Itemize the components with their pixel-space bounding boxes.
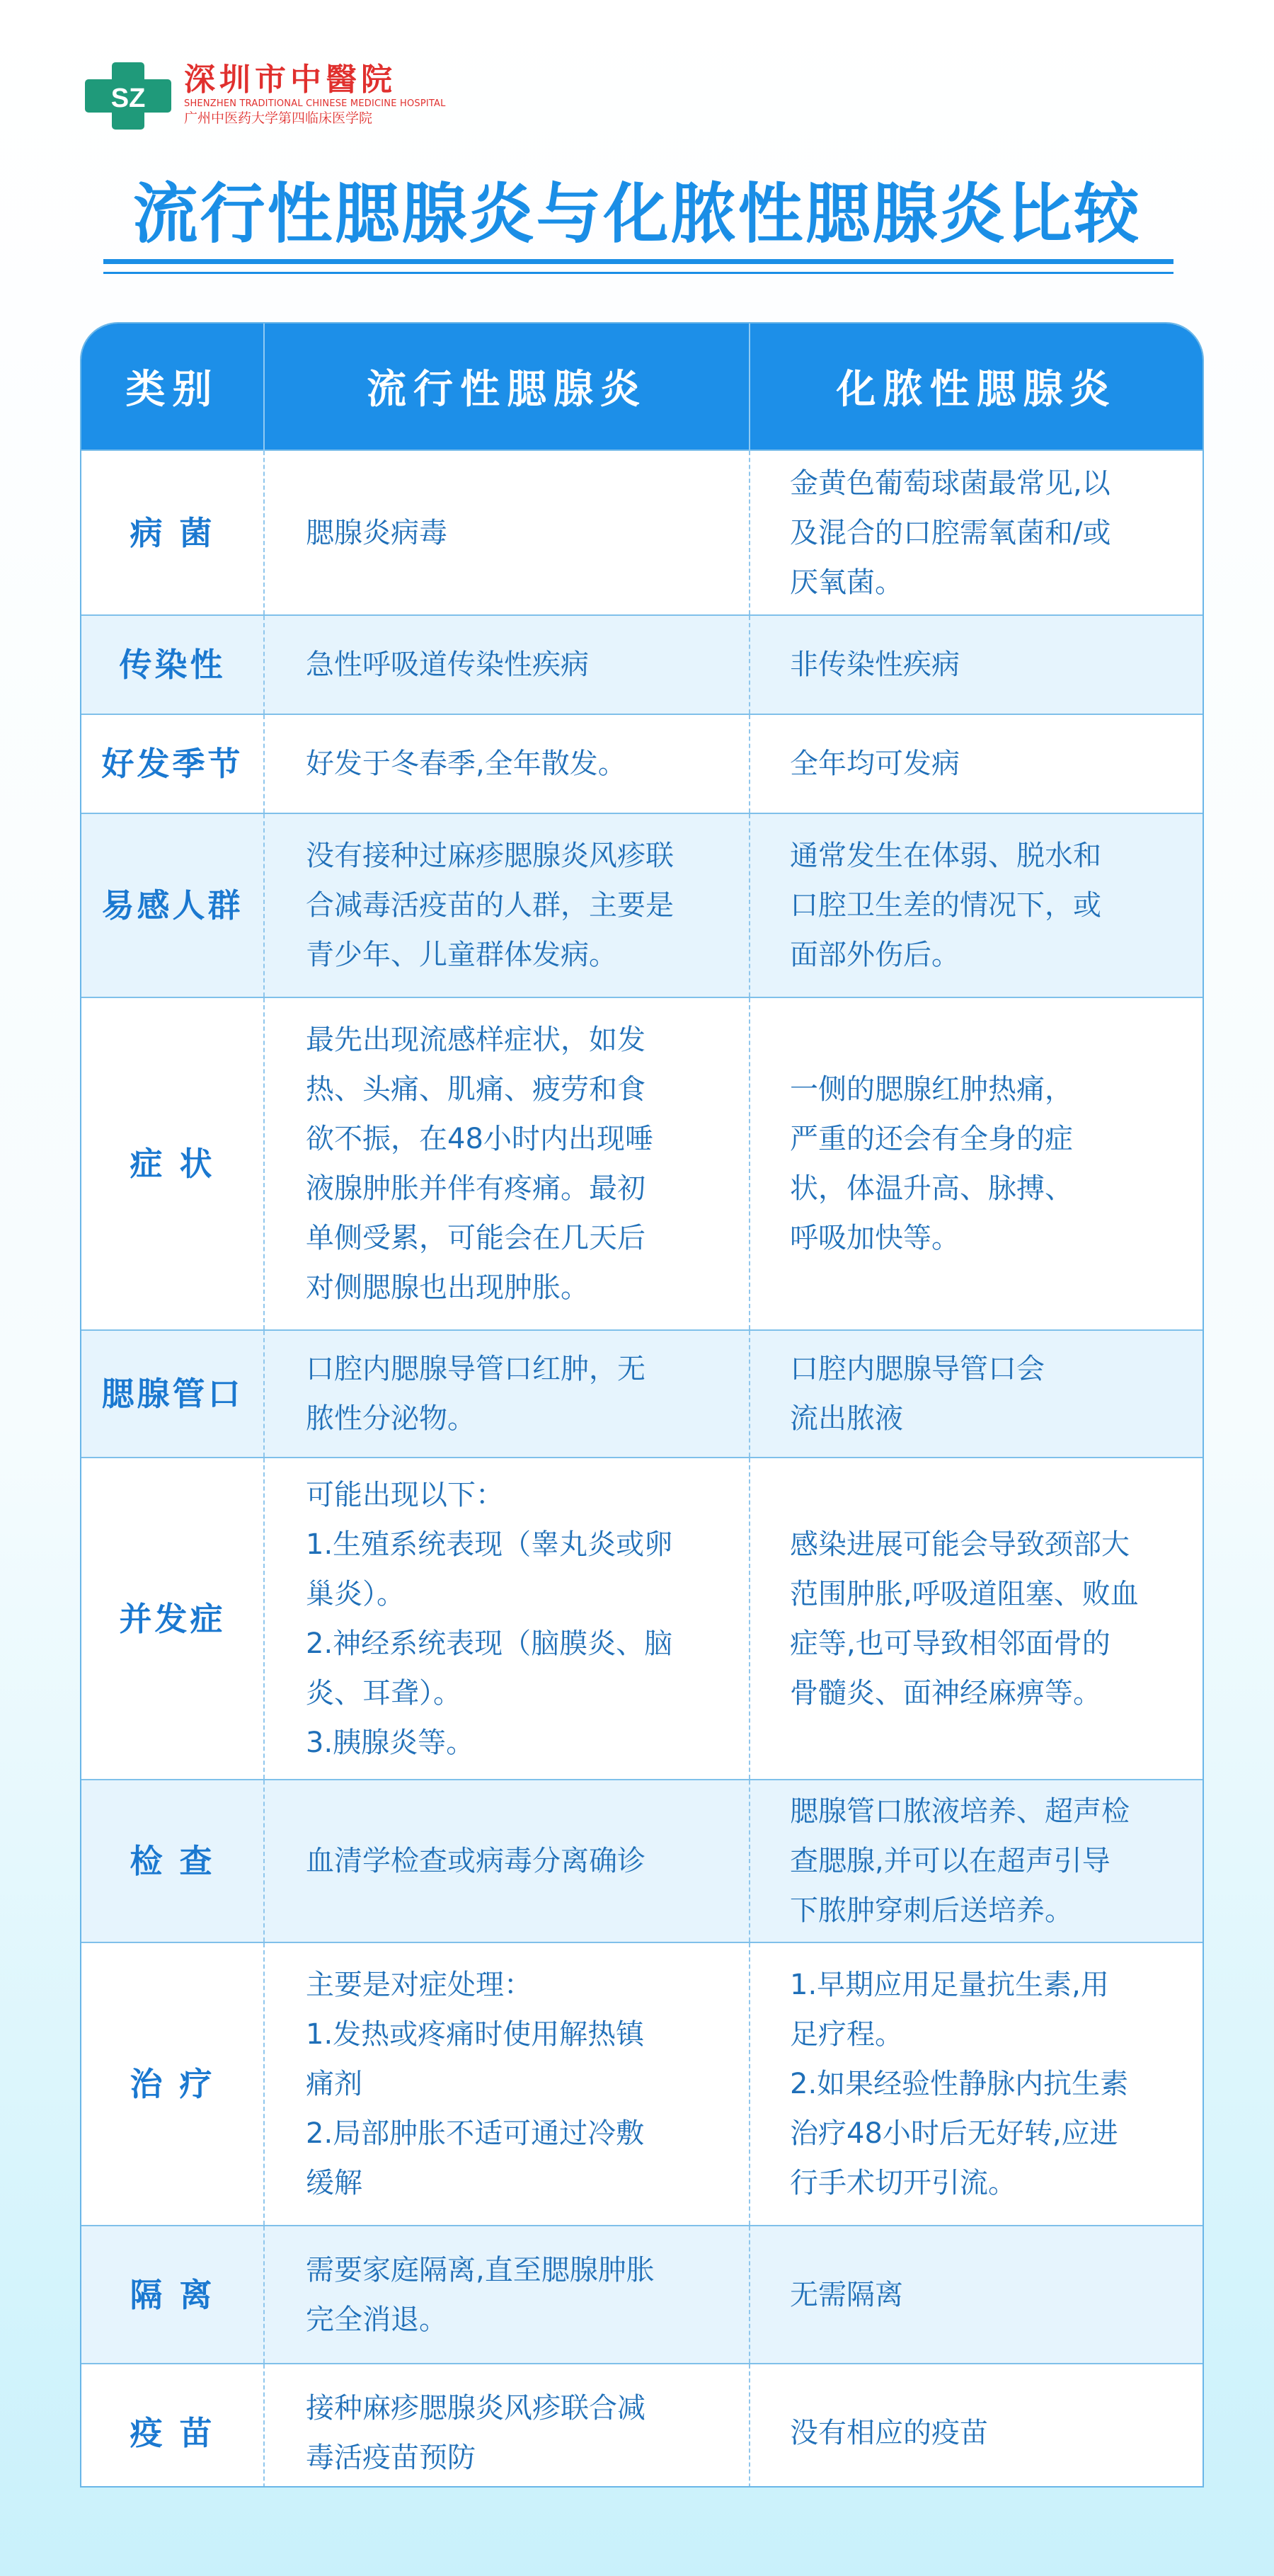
cell-suppurative-text: 1.早期应用足量抗生素,用 足疗程。 2.如果经验性静脉内抗生素 治疗48小时后无好转,应进 行手术切开引流。 <box>790 1969 1129 2199</box>
cell-suppurative-text: 腮腺管口脓液培养、超声检 查腮腺,并可以在超声引导 下脓肿穿刺后送培养。 <box>790 1795 1130 1927</box>
cell-suppurative-text: 通常发生在体弱、脱水和 口腔卫生差的情况下，或 面部外伤后。 <box>790 840 1101 971</box>
cell-epidemic <box>264 1458 750 1780</box>
table-row <box>81 1942 1203 2226</box>
cell-suppurative <box>750 1330 1203 1458</box>
header-suppurative-parotitis: 化脓性腮腺炎 <box>750 324 1203 450</box>
cell-suppurative-text: 感染进展可能会导致颈部大 范围肿胀,呼吸道阻塞、败血 症等,也可导致相邻面骨的 骨髓炎、面神经麻痹等。 <box>790 1528 1139 1710</box>
cell-epidemic <box>264 813 750 997</box>
cell-epidemic-text: 最先出现流感样症状，如发 热、头痛、肌痛、疲劳和食 欲不振，在48小时内出现唾 液腺肿胀并伴有疼痛。最初 单侧受累，可能会在几天后 对侧腮腺也出现肿胀。 <box>306 1024 653 1304</box>
cell-suppurative-text: 全年均可发病 <box>790 748 960 780</box>
row-category <box>81 997 264 1330</box>
cell-suppurative <box>750 1458 1203 1780</box>
cell-epidemic <box>264 997 750 1330</box>
row-category-text: 疫 苗 <box>130 2414 215 2452</box>
cell-epidemic-text: 主要是对症处理： 1.发热或疼痛时使用解热镇 痛剂 2.局部肿胀不适可通过冷敷 缓解 <box>306 1969 645 2199</box>
cell-suppurative <box>750 2364 1203 2488</box>
cell-epidemic <box>264 714 750 813</box>
table-row <box>81 2226 1203 2364</box>
row-category <box>81 1942 264 2226</box>
row-category-text: 检 查 <box>130 1842 215 1880</box>
cell-epidemic <box>264 450 750 615</box>
row-category-text: 治 疗 <box>130 2065 215 2103</box>
cell-suppurative <box>750 813 1203 997</box>
table-row <box>81 615 1203 714</box>
row-category-text: 症 状 <box>130 1145 215 1183</box>
cell-epidemic-text: 急性呼吸道传染性疾病 <box>306 648 589 681</box>
row-category <box>81 813 264 997</box>
cell-epidemic-text: 口腔内腮腺导管口红肿，无 脓性分泌物。 <box>306 1353 645 1435</box>
table-row <box>81 2364 1203 2488</box>
row-category-text: 隔 离 <box>130 2275 215 2314</box>
page-title: 流行性腮腺炎与化脓性腮腺炎比较 <box>132 176 1142 252</box>
row-category <box>81 2364 264 2488</box>
table-row <box>81 1330 1203 1458</box>
row-category-text: 并发症 <box>119 1599 226 1638</box>
cell-epidemic <box>264 1942 750 2226</box>
hospital-header <box>85 62 481 133</box>
title-underline-thin <box>103 272 1173 274</box>
cell-suppurative <box>750 997 1203 1330</box>
row-category <box>81 1330 264 1458</box>
hospital-affiliation: 广州中医药大学第四临床医学院 <box>184 110 373 126</box>
cell-epidemic <box>264 1780 750 1942</box>
cell-epidemic-text: 血清学检查或病毒分离确诊 <box>306 1845 645 1877</box>
cell-suppurative <box>750 1942 1203 2226</box>
row-category <box>81 2226 264 2364</box>
row-category-text: 传染性 <box>119 646 226 684</box>
comparison-table <box>80 322 1204 2488</box>
table-row <box>81 997 1203 1330</box>
cell-suppurative <box>750 714 1203 813</box>
cell-suppurative <box>750 615 1203 714</box>
row-category <box>81 714 264 813</box>
cell-epidemic-text: 可能出现以下： 1.生殖系统表现（睾丸炎或卵 巢炎）。 2.神经系统表现（脑膜炎、脑 炎、耳聋）。 3.胰腺炎等。 <box>306 1478 673 1759</box>
header-category: 类别 <box>81 324 264 450</box>
cell-epidemic <box>264 1330 750 1458</box>
hospital-name-en: SHENZHEN TRADITIONAL CHINESE MEDICINE HOSPITAL <box>184 98 446 109</box>
cell-suppurative <box>750 1780 1203 1942</box>
row-category-text: 易感人群 <box>101 886 243 925</box>
row-category <box>81 1458 264 1780</box>
cell-suppurative-text: 口腔内腮腺导管口会 流出脓液 <box>790 1353 1045 1435</box>
hospital-logo <box>85 62 171 130</box>
cell-epidemic-text: 腮腺炎病毒 <box>306 516 447 549</box>
cell-epidemic <box>264 615 750 714</box>
table-row <box>81 1458 1203 1780</box>
cell-suppurative <box>750 2226 1203 2364</box>
cell-suppurative <box>750 450 1203 615</box>
cell-suppurative-text: 没有相应的疫苗 <box>790 2417 988 2449</box>
cell-epidemic <box>264 2226 750 2364</box>
cell-epidemic <box>264 2364 750 2488</box>
cell-suppurative-text: 无需隔离 <box>790 2278 903 2311</box>
table-row <box>81 1780 1203 1942</box>
table-header-row <box>81 324 1203 450</box>
row-category <box>81 1780 264 1942</box>
row-category-text: 好发季节 <box>101 745 243 783</box>
table-row <box>81 813 1203 997</box>
cell-epidemic-text: 没有接种过麻疹腮腺炎风疹联 合减毒活疫苗的人群，主要是 青少年、儿童群体发病。 <box>306 840 674 971</box>
table-row <box>81 714 1203 813</box>
header-epidemic-parotitis: 流行性腮腺炎 <box>264 324 750 450</box>
row-category-text: 病 菌 <box>130 513 215 552</box>
svg-text:SZ: SZ <box>110 84 146 113</box>
cell-epidemic-text: 需要家庭隔离,直至腮腺肿胀 完全消退。 <box>306 2253 655 2336</box>
row-category <box>81 450 264 615</box>
cell-epidemic-text: 好发于冬春季,全年散发。 <box>306 748 626 780</box>
table-row <box>81 450 1203 615</box>
cell-epidemic-text: 接种麻疹腮腺炎风疹联合减 毒活疫苗预防 <box>306 2392 645 2474</box>
row-category-text: 腮腺管口 <box>101 1375 243 1413</box>
title-underline-thick <box>103 259 1173 264</box>
cell-suppurative-text: 一侧的腮腺红肿热痛， 严重的还会有全身的症 状，体温升高、脉搏、 呼吸加快等。 <box>790 1073 1073 1254</box>
cell-suppurative-text: 非传染性疾病 <box>790 648 960 681</box>
row-category <box>81 615 264 714</box>
hospital-name-cn: 深圳市中醫院 <box>184 62 396 98</box>
cell-suppurative-text: 金黄色葡萄球菌最常见,以 及混合的口腔需氧菌和/或 厌氧菌。 <box>790 466 1111 599</box>
